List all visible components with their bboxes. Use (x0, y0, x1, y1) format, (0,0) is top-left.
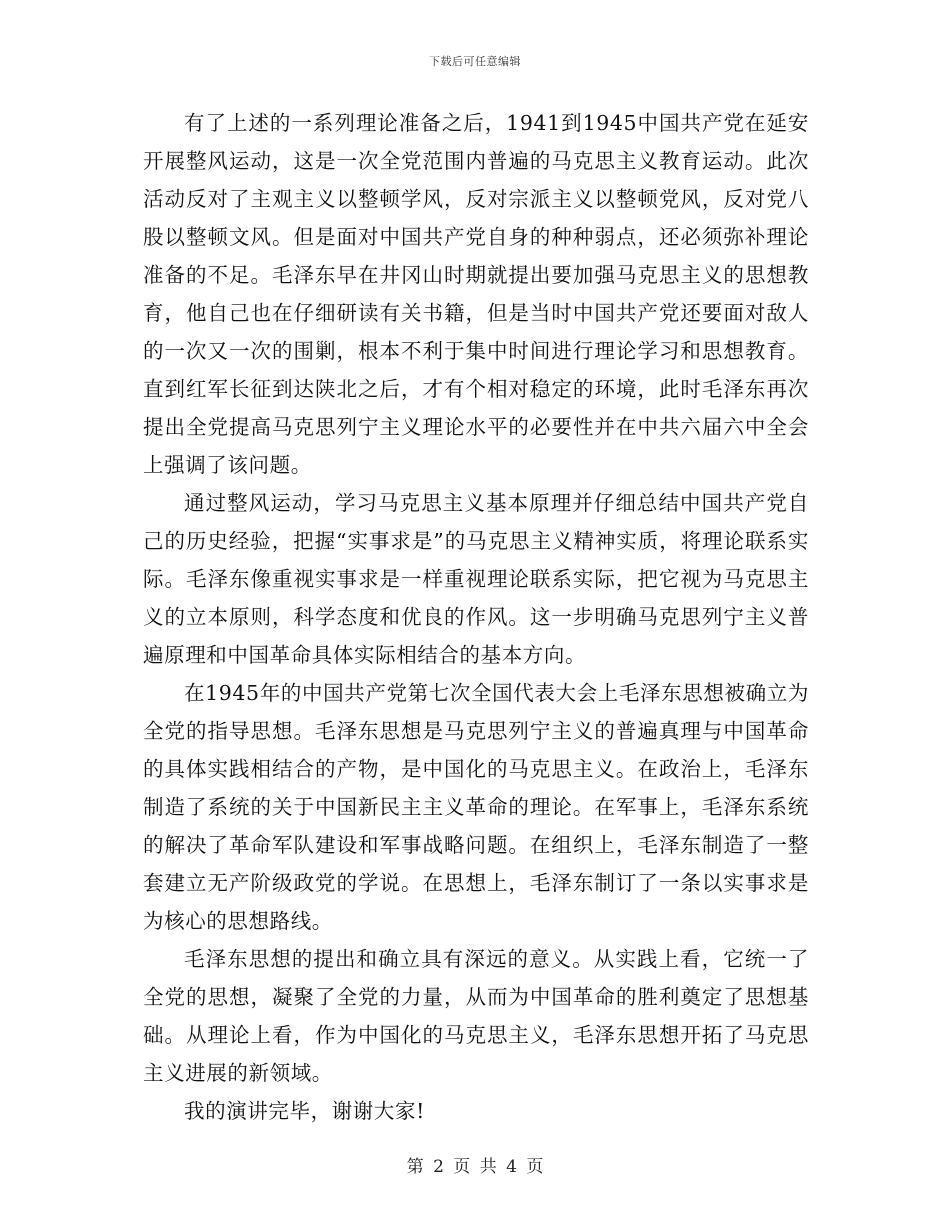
page-number-footer: 第 2 页 共 4 页 (406, 1157, 544, 1177)
paragraph-2: 通过整风运动，学习马克思主义基本原理并仔细总结中国共产党自己的历史经验，把握“实事求是”的马克思主义精神实质，将理论联系实际。毛泽东像重视实事求是一样重视理论联系实际，把它视为马克思主义的立本原则，科学态度和优良的作风。这一步明确马克思列宁主义普遍原理和中国革命具体实际相结合的基本方向。 (143, 491, 809, 667)
page-header: 下载后可任意编辑 (429, 55, 521, 68)
paragraph-5: 我的演讲完毕，谢谢大家! (184, 1099, 425, 1123)
paragraph-1: 有了上述的一系列理论准备之后，1941到1945中国共产党在延安开展整风运动，这是一次全党范围内普遍的马克思主义教育运动。此次活动反对了主观主义以整顿学风，反对宗派主义以整顿党风，反对党八股以整顿文风。但是面对中国共产党自身的种种弱点，还必须弥补理论准备的不足。毛泽东早在井冈山时期就提出要加强马克思主义的思想教育，他自己也在仔细研读有关书籍，但是当时中国共产党还要面对敌人的一次又一次的围剿，根本不利于集中时间进行理论学习和思想教育。直到红军长征到达陕北之后，才有个相对稳定的环境，此时毛泽东再次提出全党提高马克思列宁主义理论水平的必要性并在中共六届六中全会上强调了该问题。 (143, 111, 809, 477)
paragraph-4: 毛泽东思想的提出和确立具有深远的意义。从实践上看，它统一了全党的思想，凝聚了全党的力量，从而为中国革命的胜利奠定了思想基础。从理论上看，作为中国化的马克思主义，毛泽东思想开拓了马克思主义进展的新领域。 (143, 947, 809, 1085)
paragraph-3: 在1945年的中国共产党第七次全国代表大会上毛泽东思想被确立为全党的指导思想。毛泽东思想是马克思列宁主义的普遍真理与中国革命的具体实践相结合的产物，是中国化的马克思主义。在政治上，毛泽东制造了系统的关于中国新民主主义革命的理论。在军事上，毛泽东系统的解决了革命军队建设和军事战略问题。在组织上，毛泽东制造了一整套建立无产阶级政党的学说。在思想上，毛泽东制订了一条以实事求是为核心的思想路线。 (143, 681, 809, 933)
document-body (143, 104, 809, 1130)
